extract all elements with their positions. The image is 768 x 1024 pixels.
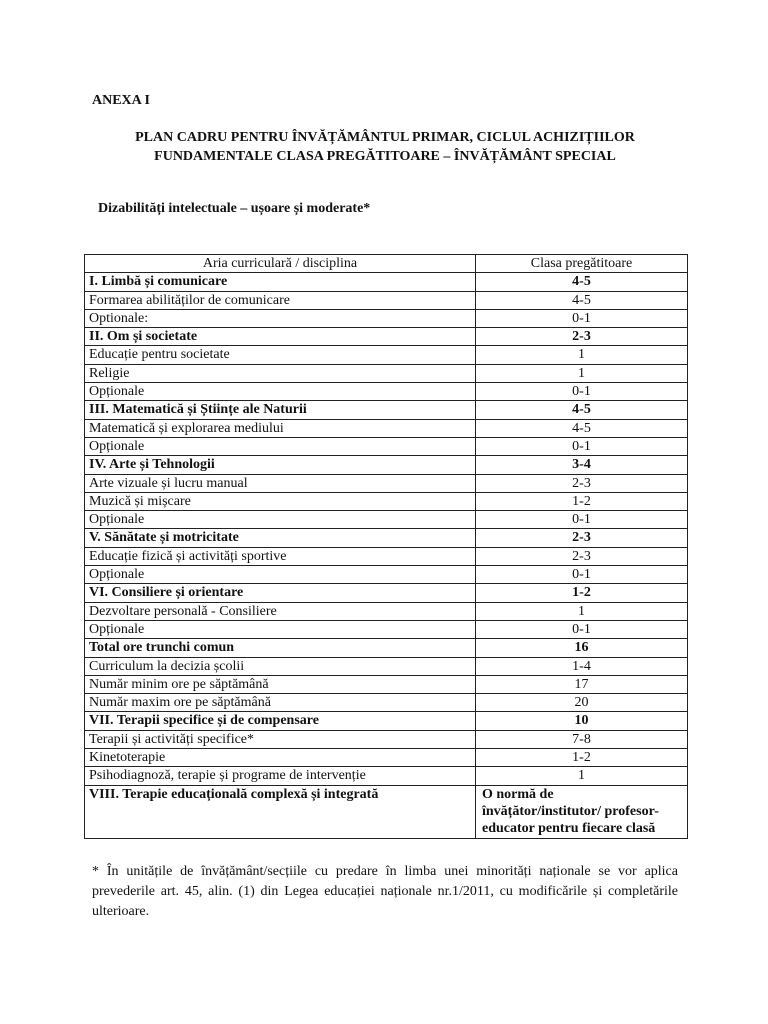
discipline-cell: Număr maxim ore pe săptămână <box>85 694 476 712</box>
table-row <box>85 657 688 675</box>
discipline-cell: Arte vizuale și lucru manual <box>85 474 476 492</box>
hours-cell: 4-5 <box>476 273 688 291</box>
hours-cell-line: educator pentru fiecare clasă <box>482 820 656 836</box>
discipline-cell: VII. Terapii specifice și de compensare <box>85 712 476 730</box>
hours-cell <box>476 785 688 838</box>
discipline-cell: IV. Arte și Tehnologii <box>85 456 476 474</box>
table-row <box>85 694 688 712</box>
discipline-cell: Opționale <box>85 383 476 401</box>
hours-cell: 2-3 <box>476 547 688 565</box>
discipline-cell: Terapii și activități specifice* <box>85 730 476 748</box>
table-row <box>85 364 688 382</box>
hours-cell: 1 <box>476 346 688 364</box>
discipline-cell: Opționale <box>85 566 476 584</box>
discipline-cell: Total ore trunchi comun <box>85 639 476 657</box>
table-row <box>85 437 688 455</box>
discipline-cell: II. Om și societate <box>85 328 476 346</box>
hours-cell: 7-8 <box>476 730 688 748</box>
hours-cell: 1 <box>476 364 688 382</box>
hours-cell: 3-4 <box>476 456 688 474</box>
discipline-cell: Dezvoltare personală - Consiliere <box>85 602 476 620</box>
hours-cell: 0-1 <box>476 437 688 455</box>
table-row <box>85 492 688 510</box>
table-row <box>85 584 688 602</box>
table-row-last <box>85 785 688 838</box>
hours-cell: 1 <box>476 767 688 785</box>
table-row <box>85 456 688 474</box>
hours-cell: 4-5 <box>476 401 688 419</box>
discipline-cell: Kinetoterapie <box>85 749 476 767</box>
table-row <box>85 291 688 309</box>
discipline-cell: Religie <box>85 364 476 382</box>
discipline-cell: Educație pentru societate <box>85 346 476 364</box>
document-title <box>80 128 690 166</box>
discipline-cell: Matematică și explorarea mediului <box>85 419 476 437</box>
table-row <box>85 602 688 620</box>
table-row <box>85 529 688 547</box>
hours-cell: 0-1 <box>476 511 688 529</box>
table-row <box>85 309 688 327</box>
table-row <box>85 730 688 748</box>
table-row <box>85 511 688 529</box>
table-row <box>85 346 688 364</box>
discipline-cell: Psihodiagnoză, terapie și programe de intervenție <box>85 767 476 785</box>
table-row <box>85 639 688 657</box>
discipline-cell: Educație fizică și activități sportive <box>85 547 476 565</box>
table-row <box>85 675 688 693</box>
hours-cell: 1-4 <box>476 657 688 675</box>
column-header-discipline: Aria curriculară / disciplina <box>85 255 476 273</box>
hours-cell: 4-5 <box>476 419 688 437</box>
discipline-cell: Număr minim ore pe săptămână <box>85 675 476 693</box>
hours-cell: 0-1 <box>476 383 688 401</box>
section-subtitle: Dizabilități intelectuale – ușoare și moderate* <box>98 201 371 216</box>
discipline-cell: V. Sănătate și motricitate <box>85 529 476 547</box>
table-row <box>85 547 688 565</box>
annex-label: ANEXA I <box>92 93 150 108</box>
hours-cell: 0-1 <box>476 309 688 327</box>
discipline-cell: Muzică și mișcare <box>85 492 476 510</box>
table-row <box>85 401 688 419</box>
table-row <box>85 749 688 767</box>
hours-cell: 1-2 <box>476 584 688 602</box>
discipline-cell: III. Matematică și Științe ale Naturii <box>85 401 476 419</box>
table-header-row <box>85 255 688 273</box>
table-row <box>85 767 688 785</box>
hours-cell: 1 <box>476 602 688 620</box>
footnote: * În unitățile de învățământ/secțiile cu predare în limba unei minorități naționale se vor aplica prevederile art. 45, alin. (1) din Legea educației naționale nr.1/2011, cu modificările și completările ulterioare. <box>92 864 678 919</box>
hours-cell: 1-2 <box>476 492 688 510</box>
discipline-cell: VIII. Terapie educațională complexă și integrată <box>85 785 476 838</box>
table-row <box>85 383 688 401</box>
discipline-cell: Opționale <box>85 437 476 455</box>
hours-cell: 4-5 <box>476 291 688 309</box>
table-row <box>85 566 688 584</box>
discipline-cell: Opționale <box>85 511 476 529</box>
hours-cell: 20 <box>476 694 688 712</box>
hours-cell: 16 <box>476 639 688 657</box>
table-row <box>85 419 688 437</box>
hours-cell: 1-2 <box>476 749 688 767</box>
title-line-2: FUNDAMENTALE CLASA PREGĂTITOARE – ÎNVĂȚĂMÂNT SPECIAL <box>154 149 616 164</box>
hours-cell: 0-1 <box>476 620 688 638</box>
discipline-cell: Opționale <box>85 620 476 638</box>
column-header-grade: Clasa pregătitoare <box>476 255 688 273</box>
discipline-cell: Curriculum la decizia școlii <box>85 657 476 675</box>
hours-cell: 2-3 <box>476 474 688 492</box>
table-row <box>85 328 688 346</box>
hours-cell-line: învățător/institutor/ profesor- <box>482 803 659 819</box>
table-row <box>85 273 688 291</box>
hours-cell: 2-3 <box>476 328 688 346</box>
hours-cell: 10 <box>476 712 688 730</box>
title-line-1: PLAN CADRU PENTRU ÎNVĂȚĂMÂNTUL PRIMAR, CICLUL ACHIZIȚIILOR <box>135 130 635 145</box>
discipline-cell: VI. Consiliere și orientare <box>85 584 476 602</box>
hours-cell: 2-3 <box>476 529 688 547</box>
curriculum-table <box>84 254 688 839</box>
discipline-cell: I. Limbă și comunicare <box>85 273 476 291</box>
discipline-cell: Formarea abilităților de comunicare <box>85 291 476 309</box>
table-row <box>85 712 688 730</box>
discipline-cell: Optionale: <box>85 309 476 327</box>
hours-cell: 17 <box>476 675 688 693</box>
hours-cell: 0-1 <box>476 566 688 584</box>
hours-cell-line: O normă de <box>482 786 554 802</box>
table-row <box>85 620 688 638</box>
table-row <box>85 474 688 492</box>
